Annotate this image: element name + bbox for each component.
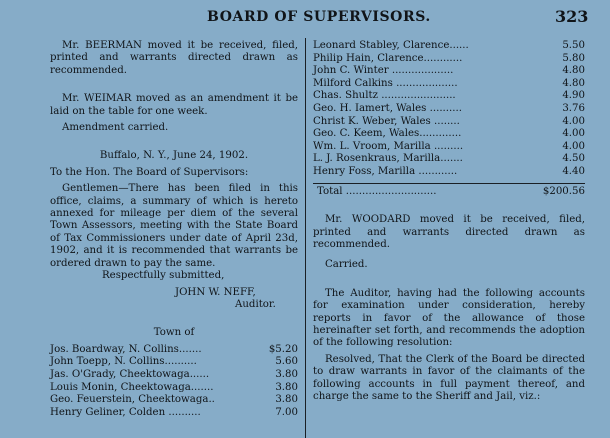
right-column <box>313 36 585 403</box>
signer-title: Auditor. <box>235 298 276 310</box>
town-heading: Town of <box>153 327 195 339</box>
total-row <box>313 183 585 199</box>
total-label: Total ............................ <box>317 185 437 197</box>
weimar-amendment: Mr. WEIMAR moved as an amendment it be laid on the table for one week. <box>50 93 298 117</box>
list-item: Geo. H. Iamert, Wales .......... 3.76 <box>313 102 585 114</box>
amendment-carried: Amendment carried. <box>62 122 169 134</box>
running-title: BOARD OF SUPERVISORS. <box>207 9 431 25</box>
beerman-motion: Mr. BEERMAN moved it be received, filed, printed and warrants directed drawn as recommended. <box>50 40 298 76</box>
closing: Respectfully submitted, <box>102 270 225 282</box>
list-item: Chas. Shultz ....................... 4.90 <box>313 90 585 102</box>
list-item: Leonard Stabley, Clarence...... 5.50 <box>313 40 585 51</box>
list-item: Wm. L. Vroom, Marilla ......... 4.00 <box>313 140 585 152</box>
auditor-report-body: Gentlemen—There has been filed in this office, claims, a summary of which is hereto annexed for mileage per diem of the several Town Assessors, meeting with the State Board of Tax Commissioners under date of April 23d, 1902, and it is recommended that warrants be ordered drawn to pay the same. <box>50 183 298 269</box>
list-item: Christ K. Weber, Wales ........ 4.00 <box>313 115 585 127</box>
list-item: L. J. Rosenkraus, Marilla....... 4.50 <box>313 153 585 165</box>
list-item: Henry Foss, Marilla ............ 4.40 <box>313 165 585 177</box>
list-item: Geo. Feuerstein, Cheektowaga.. 3.80 <box>50 394 298 406</box>
page-number: 323 <box>555 7 589 26</box>
signer-name: JOHN W. NEFF, <box>175 286 256 298</box>
column-divider <box>305 38 306 438</box>
list-item: Henry Geliner, Colden .......... 7.00 <box>50 406 298 418</box>
assessor-list-right <box>313 40 585 198</box>
list-item: John C. Winter ................... 4.80 <box>313 65 585 77</box>
left-column <box>50 36 298 419</box>
list-item: John Toepp, N. Collins.......... 5.60 <box>50 356 298 368</box>
carried: Carried. <box>325 259 368 271</box>
auditor-statement: The Auditor, having had the following accounts for examination under consideration, hereby reports in favor of the allowance of those hereinafter set forth, and recommends the adoption of the following resolution: <box>313 287 585 349</box>
list-item: Milford Calkins ................... 4.80 <box>313 77 585 89</box>
page-header <box>0 0 610 36</box>
dateline: Buffalo, N. Y., June 24, 1902. <box>99 150 249 162</box>
assessor-list-left <box>50 344 298 420</box>
salutation: To the Hon. The Board of Supervisors: <box>50 166 249 178</box>
list-item: Jos. Boardway, N. Collins....... $5.20 <box>50 343 298 355</box>
total-amount: $200.56 <box>542 185 585 197</box>
list-item: Jas. O'Grady, Cheektowaga...... 3.80 <box>50 368 298 380</box>
list-item: Geo. C. Keem, Wales............. 4.00 <box>313 128 585 140</box>
list-item: Philip Hain, Clarence............ 5.80 <box>313 52 585 64</box>
woodard-motion: Mr. WOODARD moved it be received, filed, printed and warrants directed drawn as recommended. <box>313 214 585 250</box>
resolution: Resolved, That the Clerk of the Board be directed to draw warrants in favor of the claimants of the following accounts in full payment thereof, and charge the same to the Sheriff and Jail, viz.: <box>313 353 585 402</box>
list-item: Louis Monin, Cheektowaga....... 3.80 <box>50 381 298 393</box>
